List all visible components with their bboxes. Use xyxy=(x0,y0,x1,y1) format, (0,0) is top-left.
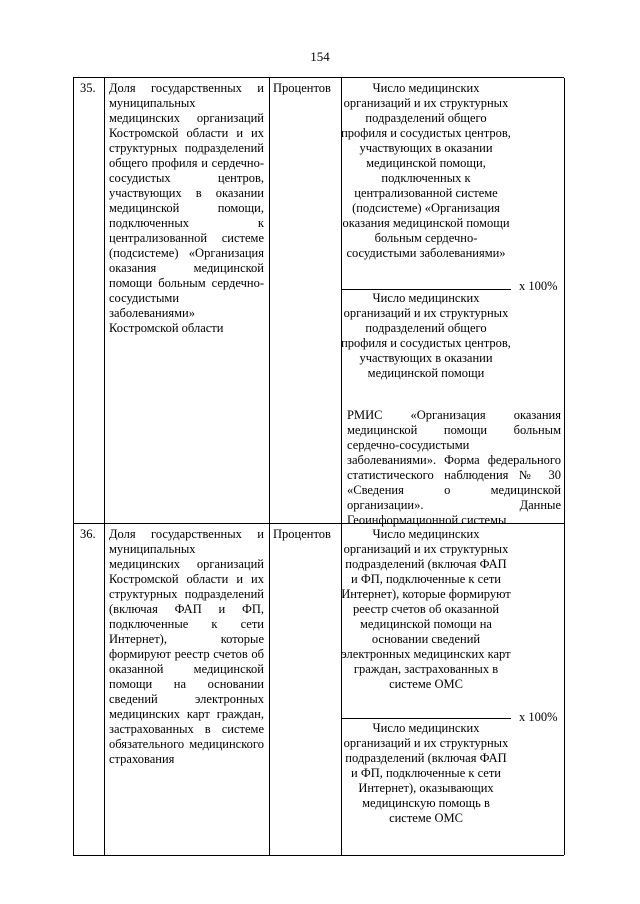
indicator-row xyxy=(73,523,564,856)
formula-numerator: Число медицинских организаций и их структурных подразделений общего профиля и сосудистых центров, участвующих в оказании медицинской помощи, подключенных к централизованной системе (подсистеме) «Организация оказания медицинской помощи больным сердечно-сосудистыми заболеваниями» xyxy=(341,81,511,260)
formula-denominator: Число медицинских организаций и их структурных подразделений (включая ФАП и ФП, подключенные к сети Интернет), оказывающих медицинскую помощь в системе ОМС xyxy=(343,721,509,825)
data-source: РМИС «Организация оказания медицинской помощи больным сердечно-сосудистыми заболеваниями». Форма федерального статистического наблюдения № 30 «Сведения о медицинской организации». Данные Геоинформационной системы xyxy=(347,408,561,527)
indicator-name: Доля государственных и муниципальных медицинских организаций Костромской области и их структурных подразделений (включая ФАП и ФП, подключенные к сети Интернет), которые формируют реестр счетов об оказанной медицинской помощи на основании сведений электронных медицинских карт граждан, застрахованных в системе обязательного медицинского страхования xyxy=(109,527,264,766)
page-number: 154 xyxy=(310,49,330,64)
multiplier: х 100% xyxy=(519,710,558,724)
unit-of-measure: Процентов xyxy=(273,81,331,95)
indicator-name: Доля государственных и муниципальных медицинских организаций Костромской области и их структурных подразделений общего профиля и сердечно-сосудистых центров, участвующих в оказании медицинской помощи, подключенных к централизованной системе (подсистеме) «Организация оказания медицинской помощи больным сердечно-сосудистыми заболеваниями» Костромской области xyxy=(109,81,264,335)
row-number: 36. xyxy=(80,527,96,541)
row-number: 35. xyxy=(80,81,96,95)
formula-numerator: Число медицинских организаций и их структурных подразделений (включая ФАП и ФП, подключенные к сети Интернет), которые формируют реестр счетов об оказанной медицинской помощи на основании сведений электронных медицинских карт граждан, застрахованных в системе ОМС xyxy=(341,527,511,691)
multiplier: х 100% xyxy=(519,279,558,293)
fraction-line xyxy=(341,718,511,719)
fraction-line xyxy=(341,289,511,290)
formula-denominator: Число медицинских организаций и их структурных подразделений общего профиля и сосудистых центров, участвующих в оказании медицинской помощи xyxy=(341,291,511,380)
unit-of-measure: Процентов xyxy=(273,527,331,541)
indicator-row xyxy=(73,77,564,525)
calculation-formula xyxy=(341,524,564,855)
